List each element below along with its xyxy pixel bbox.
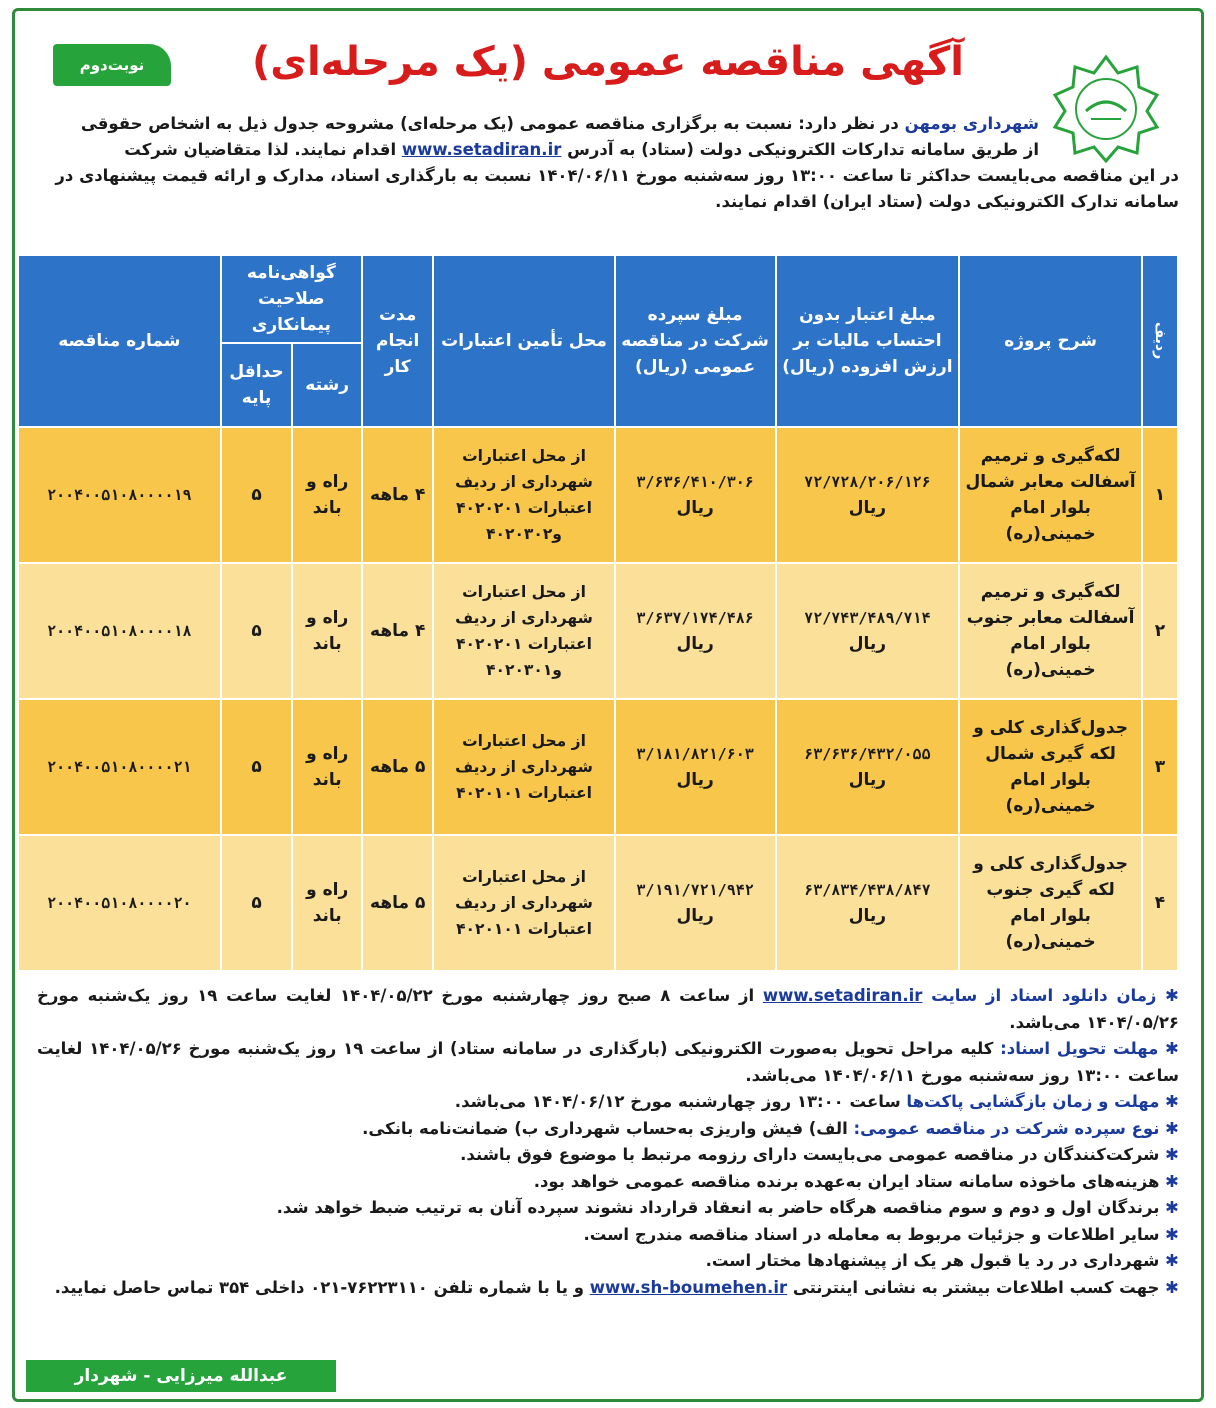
table-row [18,427,1178,563]
header-funding-source: محل تأمین اعتبارات [433,255,614,427]
row-field: راه و باند [292,835,362,971]
table-row [18,699,1178,835]
row-description: لکه‌گیری و ترمیم آسفالت معابر شمال بلوار امام خمینی(ره) [959,427,1142,563]
row-deposit [615,427,776,563]
credit-value: ۷۲/۷۴۳/۴۸۹/۷۱۴ [804,609,931,627]
row-index: ۳ [1142,699,1178,835]
note-item: ✱ جهت کسب اطلاعات بیشتر به نشانی اینترنتی www.sh-boumehen.ir و یا با شماره تلفن ۷۶۲۲۳۱۱۰-۰۲۱ داخلی ۳۵۴ تماس حاصل نمایید. [54,1277,1179,1297]
credit-value: ۶۳/۶۳۶/۴۳۲/۰۵۵ [804,745,931,763]
tender-table [17,254,1179,972]
intro-line4: سامانه تدارک الکترونیکی دولت (ستاد ایران) اقدام نمایند. [715,192,1179,211]
credit-value: ۶۳/۸۳۴/۴۳۸/۸۴۷ [804,881,931,899]
intro-line3: در این مناقصه می‌بایست حداکثر تا ساعت ۱۳:۰۰ روز سه‌شنبه مورخ ۱۴۰۴/۰۶/۱۱ نسبت به بارگذاری اسناد، مدارک و ارائه قیمت پیشنهادی در [55,166,1179,185]
row-description: جدول‌گذاری کلی و لکه گیری جنوب بلوار امام خمینی(ره) [959,835,1142,971]
row-field: راه و باند [292,699,362,835]
municipality-website-link[interactable]: www.sh-boumehen.ir [589,1277,788,1297]
deposit-unit: ریال [676,906,714,926]
row-grade: ۵ [221,563,293,699]
table-row [18,835,1178,971]
table-row [18,563,1178,699]
row-credit [776,427,960,563]
note-item: ✱ نوع سپرده شرکت در مناقصه عمومی: الف) فیش واریزی به‌حساب شهرداری ب) ضمانت‌نامه بانکی. [362,1118,1179,1138]
mayor-signature: عبدالله میرزایی - شهردار [26,1360,336,1392]
note-item: ✱ برندگان اول و دوم و سوم مناقصه هرگاه حاضر به انعقاد قرارداد نشوند سپرده آنان به ترتیب ضبط خواهد شد. [276,1198,1179,1217]
note-item: ✱ مهلت و زمان بازگشایی پاکت‌ها ساعت ۱۳:۰۰ روز چهارشنبه مورخ ۱۴۰۴/۰۶/۱۲ می‌باشد. [454,1092,1179,1111]
org-name: شهرداری بومهن [904,114,1039,133]
edition-badge: نوبت‌دوم [53,44,171,86]
row-description: لکه‌گیری و ترمیم آسفالت معابر جنوب بلوار امام خمینی(ره) [959,563,1142,699]
deposit-value: ۳/۶۳۶/۴۱۰/۳۰۶ [636,473,754,491]
credit-value: ۷۲/۷۲۸/۲۰۶/۱۲۶ [804,473,931,491]
setadiran-link[interactable]: www.setadiran.ir [762,986,923,1005]
credit-unit: ریال [848,634,887,654]
row-duration: ۴ ماهه [362,563,433,699]
credit-unit: ریال [848,498,887,518]
deposit-unit: ریال [676,770,714,790]
row-grade: ۵ [221,427,293,563]
row-duration: ۵ ماهه [362,699,433,835]
note-item: ✱ شهرداری در رد یا قبول هر یک از پیشنهادها مختار است. [705,1251,1179,1270]
row-funding-source: از محل اعتبارات شهرداری از ردیف اعتبارات ۴۰۲۰۱۰۱ [433,835,614,971]
deposit-value: ۳/۱۸۱/۸۲۱/۶۰۳ [636,745,754,763]
row-tender-number: ۲۰۰۴۰۰۵۱۰۸۰۰۰۰۲۰ [18,835,221,971]
row-funding-source: از محل اعتبارات شهرداری از ردیف اعتبارات ۴۰۲۰۱۰۱ [433,699,614,835]
row-field: راه و باند [292,427,362,563]
note-item: ✱ مهلت تحویل اسناد: کلیه مراحل تحویل به‌صورت الکترونیکی (بارگذاری در سامانه ستاد) از ساعت ۱۹ روز یک‌شنبه مورخ ۱۴۰۴/۰۵/۲۶ لغایت ساعت ۱۳:۰۰ روز سه‌شنبه مورخ ۱۴۰۴/۰۶/۱۱ می‌باشد. [37,1039,1179,1085]
row-credit [776,835,960,971]
credit-unit: ریال [848,770,887,790]
row-tender-number: ۲۰۰۴۰۰۵۱۰۸۰۰۰۰۱۹ [18,427,221,563]
header-field: رشته [292,343,362,427]
header-deposit: مبلغ سپرده شرکت در مناقصه عمومی (ریال) [615,255,776,427]
row-deposit [615,835,776,971]
intro-line1: در نظر دارد: نسبت به برگزاری مناقصه عمومی (یک مرحله‌ای) مشروحه جدول ذیل به اشخاص حقوقی [80,114,905,133]
header-grade: حداقل پایه [221,343,293,427]
row-index: ۱ [1142,427,1178,563]
row-tender-number: ۲۰۰۴۰۰۵۱۰۸۰۰۰۰۲۱ [18,699,221,835]
header-tender-number: شماره مناقصه [18,255,221,427]
row-tender-number: ۲۰۰۴۰۰۵۱۰۸۰۰۰۰۱۸ [18,563,221,699]
header-credit: مبلغ اعتبار بدون احتساب مالیات بر ارزش افزوده (ریال) [776,255,960,427]
header-certificate: گواهی‌نامه صلاحیت پیمانکاری [221,255,362,343]
deposit-value: ۳/۶۳۷/۱۷۴/۴۸۶ [636,609,754,627]
setadiran-link[interactable]: www.setadiran.ir [401,140,562,159]
row-index: ۲ [1142,563,1178,699]
notes-list [37,983,1179,1301]
row-duration: ۵ ماهه [362,835,433,971]
row-deposit [615,699,776,835]
header-description: شرح پروژه [959,255,1142,427]
row-grade: ۵ [221,835,293,971]
page-title: آگهی مناقصه عمومی (یک مرحله‌ای) [252,39,964,85]
advertisement-frame [12,8,1204,1402]
row-description: جدول‌گذاری کلی و لکه گیری شمال بلوار امام خمینی(ره) [959,699,1142,835]
intro-line2a: از طریق سامانه تدارکات الکترونیکی دولت (ستاد) به آدرس [561,140,1039,159]
deposit-unit: ریال [676,634,714,654]
deposit-value: ۳/۱۹۱/۷۲۱/۹۴۲ [636,881,754,899]
row-deposit [615,563,776,699]
intro-paragraph [37,111,1179,215]
row-field: راه و باند [292,563,362,699]
note-item: ✱ سایر اطلاعات و جزئیات مربوط به معامله در اسناد مناقصه مندرج است. [583,1224,1179,1244]
row-grade: ۵ [221,699,293,835]
note-item: ✱ زمان دانلود اسناد از سایت www.setadiran.ir از ساعت ۸ صبح روز چهارشنبه مورخ ۱۴۰۴/۰۵/۲۲ لغایت ساعت ۱۹ روز یک‌شنبه مورخ ۱۴۰۴/۰۵/۲۶ می‌باشد. [37,986,1179,1032]
deposit-unit: ریال [676,498,714,518]
row-funding-source: از محل اعتبارات شهرداری از ردیف اعتبارات ۴۰۲۰۲۰۱ و۴۰۲۰۳۰۲ [433,427,614,563]
credit-unit: ریال [848,906,887,926]
note-item: ✱ شرکت‌کنندگان در مناقصه عمومی می‌بایست دارای رزومه مرتبط با موضوع فوق باشند. [460,1145,1179,1164]
row-duration: ۴ ماهه [362,427,433,563]
header-row-index: ردیف [1142,255,1178,427]
row-index: ۴ [1142,835,1178,971]
row-funding-source: از محل اعتبارات شهرداری از ردیف اعتبارات ۴۰۲۰۲۰۱ و۴۰۲۰۳۰۱ [433,563,614,699]
header-duration: مدت انجام کار [362,255,433,427]
row-credit [776,563,960,699]
row-credit [776,699,960,835]
intro-line2b: اقدام نمایند. لذا متقاضیان شرکت [124,140,402,159]
note-item: ✱ هزینه‌های ماخوذه سامانه ستاد ایران به‌عهده برنده مناقصه عمومی خواهد بود. [533,1171,1179,1191]
